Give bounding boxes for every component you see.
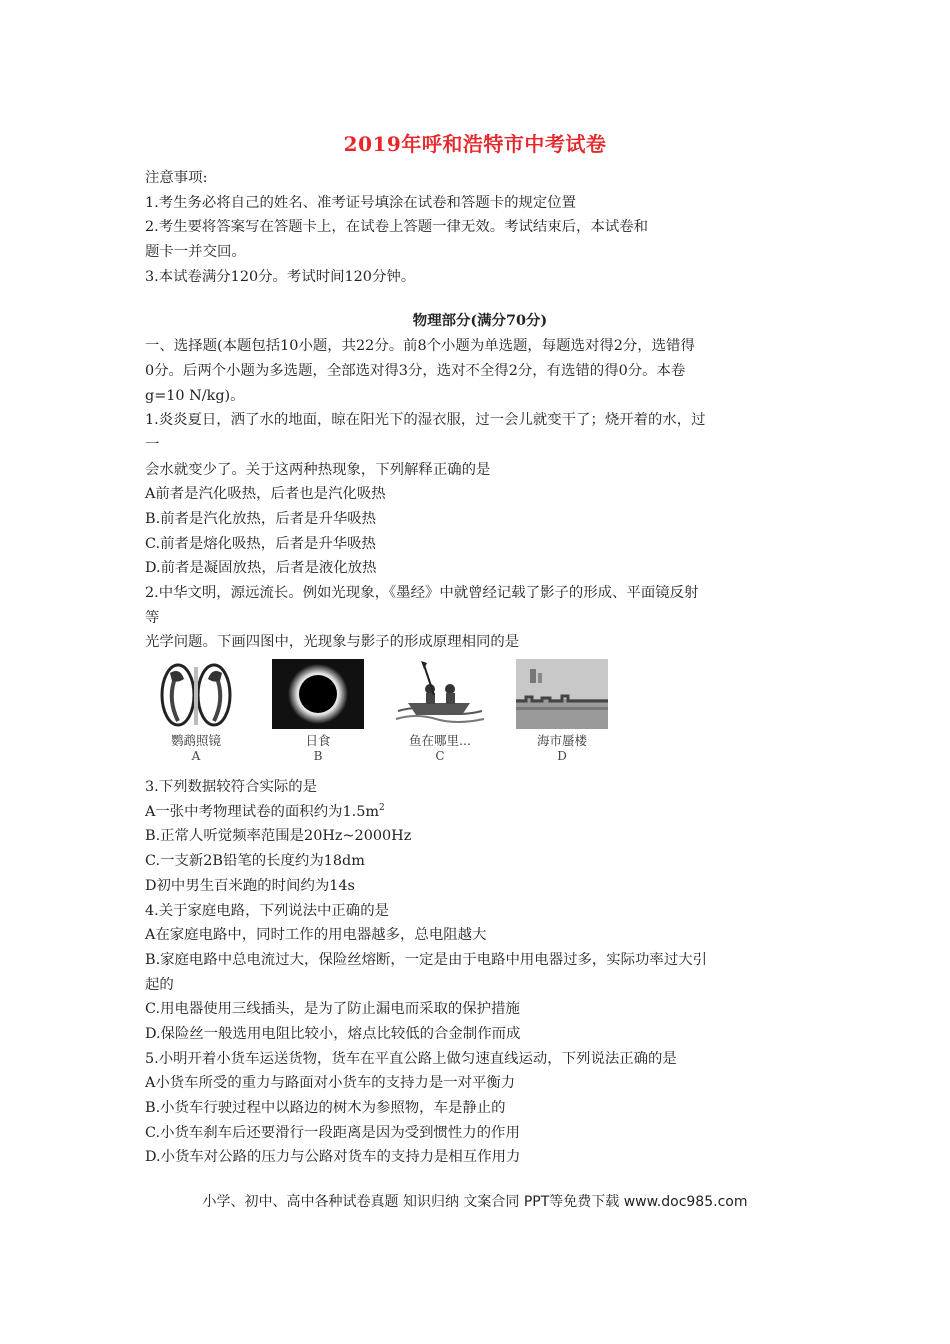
notes-heading: 注意事项: bbox=[145, 170, 208, 186]
note-item: 2.考生要将答案写在答题卡上，在试卷上答题一律无效。考试结束后，本试卷和 bbox=[145, 219, 649, 236]
figure-b-caption: 日食 bbox=[305, 733, 331, 749]
figure-c-letter: C bbox=[435, 749, 445, 764]
parrot-mirror-picture bbox=[150, 659, 242, 729]
q3-option-a-exponent: 2 bbox=[379, 802, 385, 813]
q5-option-d: D.小货车对公路的压力与公路对货车的支持力是相互作用力 bbox=[145, 1149, 521, 1166]
figure-c-caption: 鱼在哪里... bbox=[409, 733, 471, 749]
figure-a-caption: 鹦鹉照镜 bbox=[170, 733, 221, 749]
q4-option-a: A在家庭电路中，同时工作的用电器越多，总电阻越大 bbox=[145, 927, 487, 944]
q1-option-b: B.前者是汽化放热，后者是升华吸热 bbox=[145, 510, 377, 527]
section-intro: g=10 N/kg)。 bbox=[145, 387, 245, 404]
q4-stem: 4.关于家庭电路，下列说法中正确的是 bbox=[145, 902, 389, 919]
q5-option-a: A小货车所受的重力与路面对小货车的支持力是一对平衡力 bbox=[145, 1075, 516, 1092]
figure-b bbox=[267, 659, 369, 775]
mirage-picture bbox=[516, 659, 608, 729]
figure-a bbox=[145, 659, 247, 775]
figure-c bbox=[389, 659, 491, 775]
q4-option-b-cont: 起的 bbox=[145, 976, 174, 993]
q1-option-c: C.前者是熔化吸热，后者是升华吸热 bbox=[145, 535, 376, 552]
q3-option-a bbox=[145, 800, 815, 825]
q3-stem: 3.下列数据较符合实际的是 bbox=[145, 779, 318, 796]
q3-option-b: B.正常人听觉频率范围是20Hz~2000Hz bbox=[145, 828, 412, 845]
section-title: 物理部分(满分70分) bbox=[412, 312, 548, 330]
exam-content bbox=[145, 166, 815, 1170]
q1-stem: 1.炎炎夏日，洒了水的地面，晾在阳光下的湿衣服，过一会儿就变干了；烧开着的水，过 bbox=[145, 412, 706, 429]
q2-figures bbox=[145, 655, 815, 775]
q3-option-c: C.一支新2B铅笔的长度约为18dm bbox=[145, 853, 365, 870]
fishing-boat-picture bbox=[394, 659, 486, 729]
exam-title: 2019年呼和浩特市中考试卷 bbox=[343, 132, 607, 156]
solar-eclipse-picture bbox=[272, 659, 364, 729]
q1-stem: 一 bbox=[145, 436, 160, 453]
q4-option-b: B.家庭电路中总电流过大，保险丝熔断，一定是由于电路中用电器过多，实际功率过大引 bbox=[145, 951, 707, 968]
figure-d-letter: D bbox=[557, 749, 567, 764]
note-item: 1.考生务必将自己的姓名、准考证号填涂在试卷和答题卡的规定位置 bbox=[145, 194, 577, 211]
q4-option-d: D.保险丝一般选用电阻比较小，熔点比较低的合金制作而成 bbox=[145, 1025, 521, 1042]
q5-stem: 5.小明开着小货车运送货物，货车在平直公路上做匀速直线运动，下列说法正确的是 bbox=[145, 1050, 677, 1067]
figure-b-letter: B bbox=[313, 749, 323, 764]
q2-stem: 光学问题。下画四图中，光现象与影子的形成原理相同的是 bbox=[145, 634, 520, 651]
q1-option-a: A前者是汽化吸热，后者也是汽化吸热 bbox=[145, 486, 386, 503]
q3-option-a-text: A一张中考物理试卷的面积约为1.5m bbox=[145, 803, 380, 820]
section-intro: 一、选择题(本题包括10小题，共22分。前8个小题为单选题，每题选对得2分，选错得 bbox=[145, 338, 695, 355]
q1-option-d: D.前者是凝固放热，后者是液化放热 bbox=[145, 560, 377, 577]
figure-d bbox=[511, 659, 613, 775]
q2-stem: 2.中华文明，源远流长。例如光现象，《墨经》中就曾经记载了影子的形成、平面镜反射 bbox=[145, 585, 699, 601]
note-item: 题卡一并交回。 bbox=[145, 244, 246, 261]
figure-d-caption: 海市蜃楼 bbox=[536, 733, 587, 749]
q4-option-c: C.用电器使用三线插头，是为了防止漏电而采取的保护措施 bbox=[145, 1001, 520, 1018]
spacer bbox=[145, 289, 815, 309]
q3-option-d: D初中男生百米跑的时间约为14s bbox=[145, 877, 355, 894]
page-footer: 小学、初中、高中各种试卷真题 知识归纳 文案合同 PPT等免费下载 www.doc985.com bbox=[202, 1194, 748, 1210]
figure-a-letter: A bbox=[191, 749, 201, 764]
section-intro: 0分。后两个小题为多选题，全部选对得3分，选对不全得2分，有选错的得0分。本卷 bbox=[145, 362, 686, 379]
q5-option-b: B.小货车行驶过程中以路边的树木为参照物，车是静止的 bbox=[145, 1100, 506, 1116]
q1-stem: 会水就变少了。关于这两种热现象，下列解释正确的是 bbox=[145, 461, 491, 478]
q5-option-c: C.小货车刹车后还要滑行一段距离是因为受到惯性力的作用 bbox=[145, 1124, 520, 1141]
q2-stem: 等 bbox=[145, 609, 160, 626]
note-item: 3.本试卷满分120分。考试时间120分钟。 bbox=[145, 268, 416, 285]
